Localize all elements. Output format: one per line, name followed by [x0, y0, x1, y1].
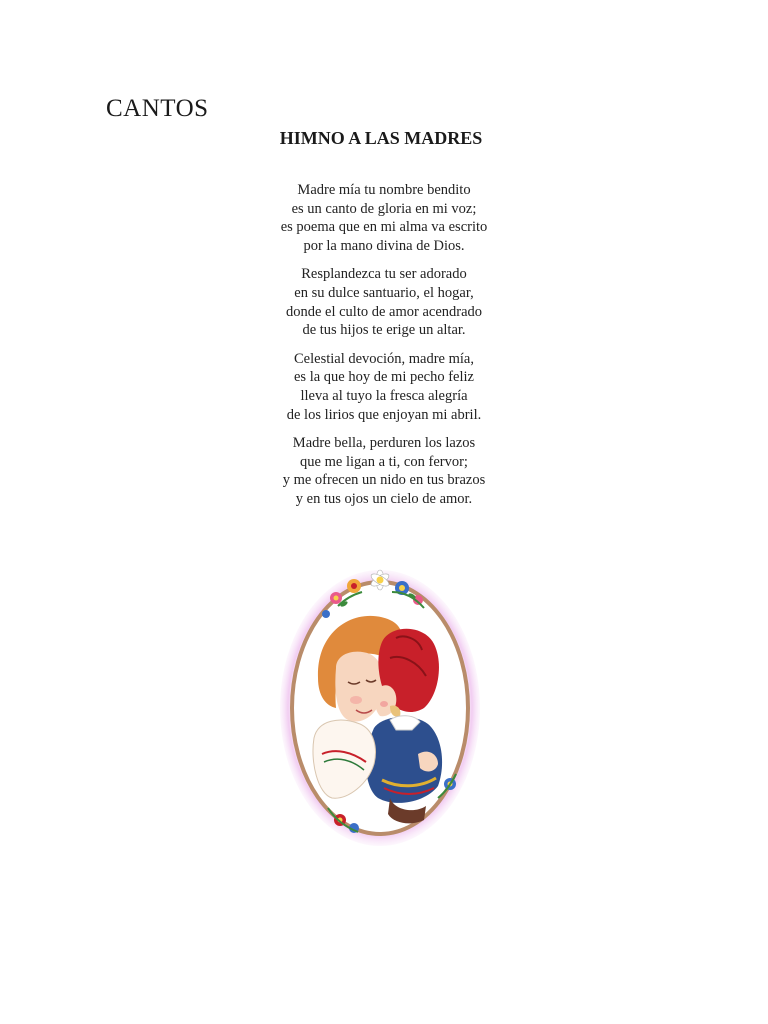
poem-stanza [0, 350, 768, 424]
poem-line: de tus hijos te erige un altar. [302, 322, 466, 339]
poem-stanza [0, 265, 768, 339]
mother-hugging-child-illustration [278, 558, 484, 850]
poem-stanza [0, 434, 768, 508]
poem-line: en su dulce santuario, el hogar, [294, 284, 474, 301]
poem-line: es un canto de gloria en mi voz; [291, 200, 477, 217]
poem-line: por la mano divina de Dios. [303, 237, 465, 254]
poem-title: HIMNO A LAS MADRES [279, 128, 483, 148]
poem-line: y en tus ojos un cielo de amor. [295, 490, 473, 507]
poem-stanza [0, 181, 768, 255]
section-title: CANTOS [106, 95, 209, 122]
poem-line: es poema que en mi alma va escrito [280, 219, 488, 236]
poem-body [0, 181, 768, 519]
poem-line: que me ligan a ti, con fervor; [300, 453, 468, 470]
poem-line: Madre mía tu nombre bendito [297, 182, 471, 198]
poem-line: donde el culto de amor acendrado [285, 303, 483, 320]
poem-line: es la que hoy de mi pecho feliz [294, 369, 474, 386]
poem-line: Resplandezca tu ser adorado [301, 266, 467, 283]
poem-line: de los lirios que enjoyan mi abril. [286, 406, 482, 423]
poem-line: Madre bella, perduren los lazos [292, 435, 476, 452]
poem-line: Celestial devoción, madre mía, [294, 350, 474, 367]
poem-line: lleva al tuyo la fresca alegría [300, 387, 468, 404]
poem-line: y me ofrecen un nido en tus brazos [282, 472, 486, 489]
